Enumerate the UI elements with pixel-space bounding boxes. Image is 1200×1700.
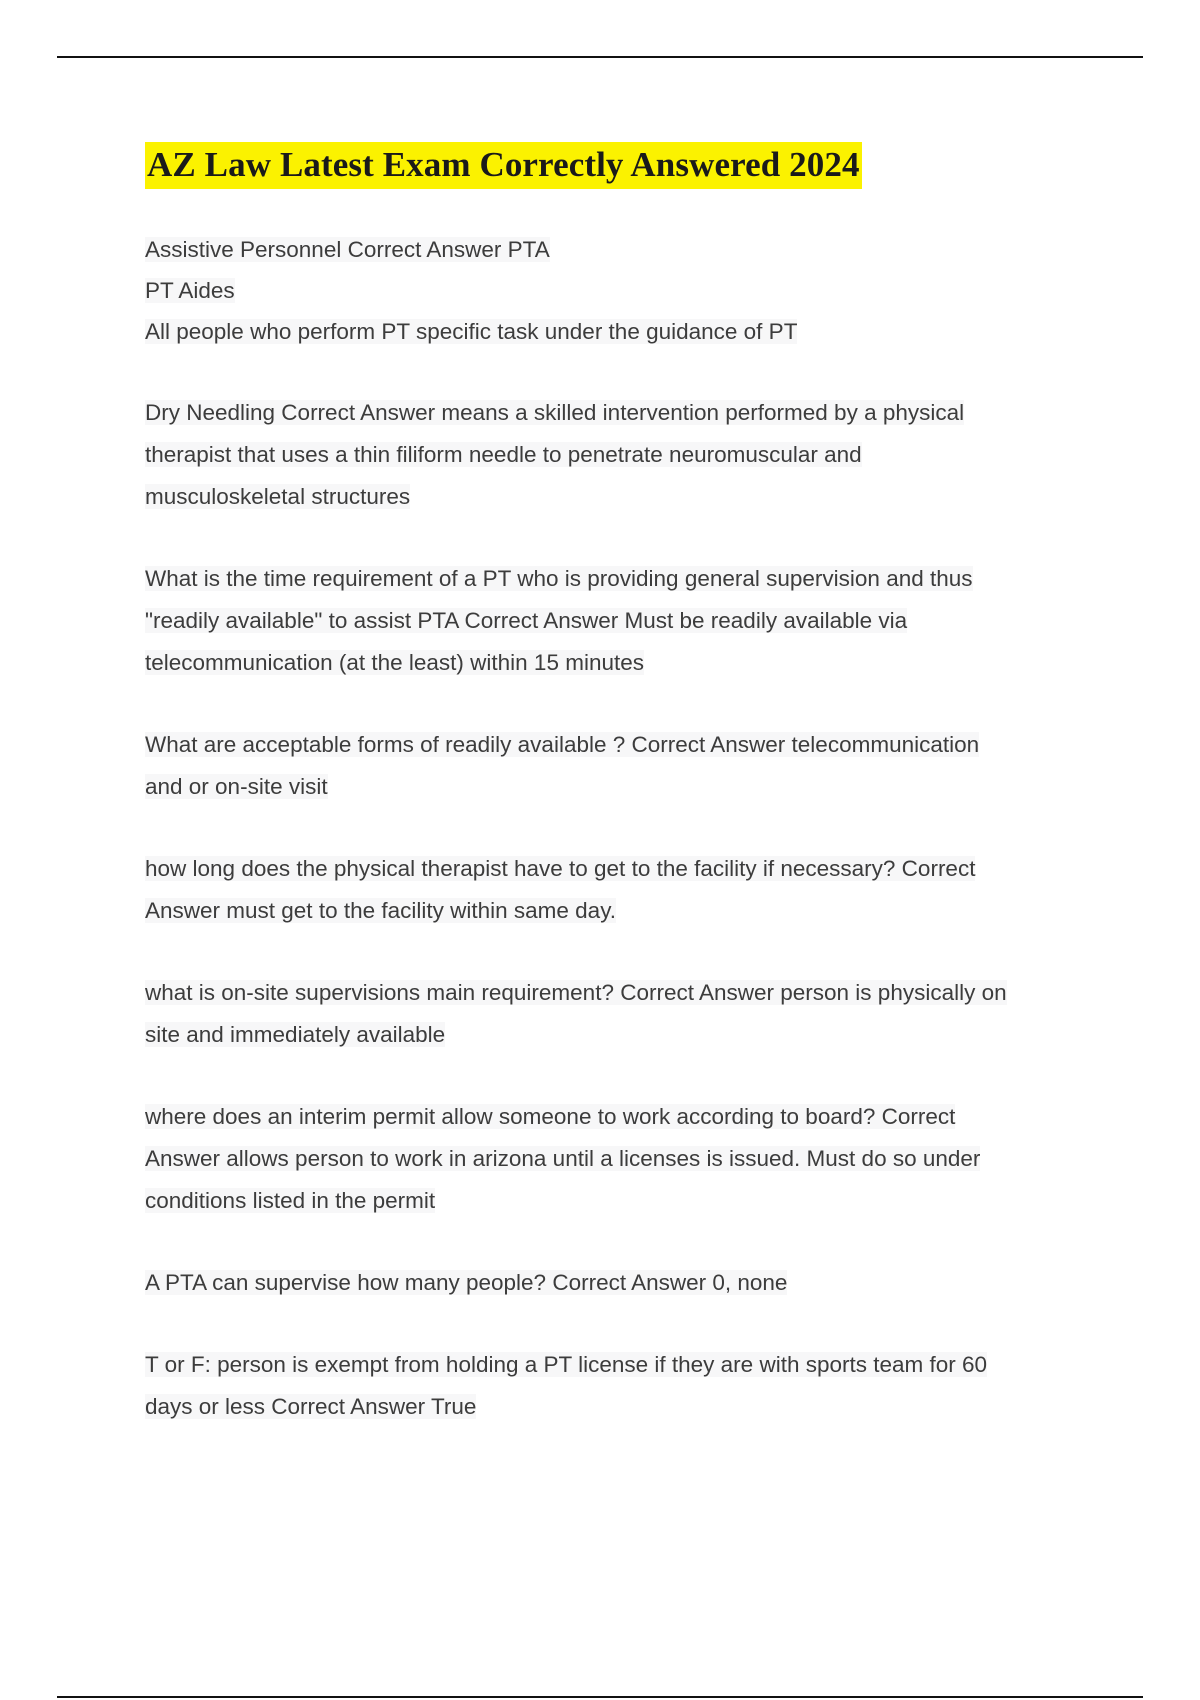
qa-line: Dry Needling Correct Answer means a skilled intervention performed by a physical xyxy=(145,400,965,425)
qa-line: What is the time requirement of a PT who is providing general supervision and thus xyxy=(145,566,973,591)
qa-line: Answer must get to the facility within same day. xyxy=(145,898,617,923)
qa-line: what is on-site supervisions main requirement? Correct Answer person is physically on xyxy=(145,980,1007,1005)
qa-entry xyxy=(145,392,1085,518)
qa-line: site and immediately available xyxy=(145,1022,446,1047)
qa-line: telecommunication (at the least) within 15 minutes xyxy=(145,650,644,675)
qa-line: days or less Correct Answer True xyxy=(145,1394,477,1419)
qa-line: Answer allows person to work in arizona until a licenses is issued. Must do so under xyxy=(145,1146,981,1171)
qa-entry xyxy=(145,558,1085,684)
qa-line: and or on-site visit xyxy=(145,774,328,799)
qa-line: "readily available" to assist PTA Correct Answer Must be readily available via xyxy=(145,608,908,633)
qa-line: What are acceptable forms of readily available ? Correct Answer telecommunication xyxy=(145,732,980,757)
qa-entry xyxy=(145,1344,1085,1428)
qa-line: musculoskeletal structures xyxy=(145,484,411,509)
document-title: AZ Law Latest Exam Correctly Answered 2024 xyxy=(145,142,862,189)
top-rule xyxy=(57,56,1143,58)
title-block xyxy=(145,142,1085,189)
qa-line: A PTA can supervise how many people? Correct Answer 0, none xyxy=(145,1270,788,1295)
qa-line: All people who perform PT specific task under the guidance of PT xyxy=(145,319,798,344)
document-body xyxy=(145,142,1085,1468)
qa-line: PT Aides xyxy=(145,278,235,303)
qa-entry xyxy=(145,229,1085,352)
qa-line: therapist that uses a thin filiform needle to penetrate neuromuscular and xyxy=(145,442,862,467)
qa-line: how long does the physical therapist have to get to the facility if necessary? Correct xyxy=(145,856,976,881)
qa-entry xyxy=(145,1262,1085,1304)
bottom-rule xyxy=(57,1696,1143,1698)
qa-entry xyxy=(145,972,1085,1056)
qa-entry xyxy=(145,1096,1085,1222)
qa-line: Assistive Personnel Correct Answer PTA xyxy=(145,237,550,262)
qa-entry xyxy=(145,724,1085,808)
qa-line: T or F: person is exempt from holding a PT license if they are with sports team for 60 xyxy=(145,1352,988,1377)
qa-line: where does an interim permit allow someone to work according to board? Correct xyxy=(145,1104,956,1129)
qa-entry xyxy=(145,848,1085,932)
qa-line: conditions listed in the permit xyxy=(145,1188,436,1213)
